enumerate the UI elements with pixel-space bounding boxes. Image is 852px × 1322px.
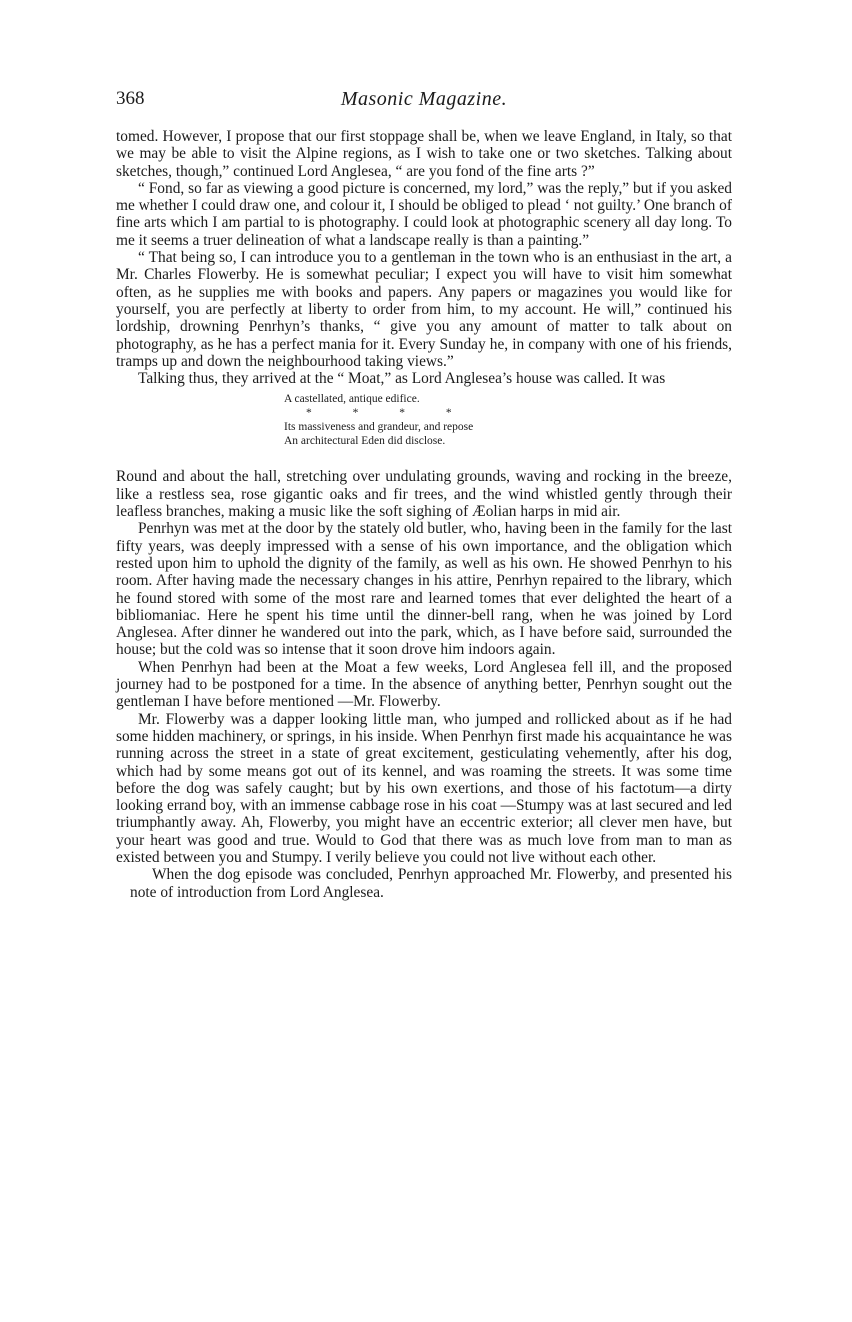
paragraph: Round and about the hall, stretching over undulating grounds, waving and rocking in the breeze, like a restless sea, rose gigantic oaks and fir trees, and the wind whistled gently through their leafless branches, making a music like the soft sighing of Æolian harps in mid air. (116, 468, 732, 521)
paragraph-continued: tomed. However, I propose that our first stoppage shall be, when we leave England, in Italy, so that we may be able to visit the Alpine regions, as I wish to take one or two sketches. Talking about sketches, though,” continued Lord Anglesea, “ are you fond of the fine arts ?” (116, 128, 732, 180)
verse-line: An architectural Eden did disclose. (284, 435, 446, 448)
paragraph: When the dog episode was concluded, Penrhyn approached Mr. Flowerby, and presented his note of introduction from Lord Anglesea. (130, 866, 732, 901)
verse-line: Its massiveness and grandeur, and repose (284, 421, 474, 434)
paragraph: “ Fond, so far as viewing a good picture is concerned, my lord,” was the reply,” but if you asked me whether I could draw one, and colour it, I should be obliged to plead ‘ not guilty.’ One branch of fine arts which I am partial to is photography. I could look at photographic scenery all day long. To me it seems a truer delineation of what a landscape really is than a painting.” (116, 179, 732, 249)
verse-line: A castellated, antique edifice. (284, 393, 420, 406)
running-title: Masonic Magazine. (340, 88, 508, 110)
magazine-page (116, 88, 732, 901)
paragraph: Penrhyn was met at the door by the stately old butler, who, having been in the family for the last fifty years, was deeply impressed with a sense of his own importance, and the obligation which rested upon him to uphold the dignity of the family, as well as his own. He showed Penrhyn to his room. After having made the necessary changes in his attire, Penrhyn repaired to the library, which he found stored with some of the most rare and learned tomes that ever delighted the heart of a bibliomaniac. Here he spent his time until the dinner-bell rang, when he was joined by Lord Anglesea. After dinner he wandered out into the park, which, as I have before said, surrounded the house; but the cold was so intense that it soon drove him indoors again. (116, 520, 732, 659)
paragraph: Talking thus, they arrived at the “ Moat,” as Lord Anglesea’s house was called. It was (138, 370, 666, 388)
verse-quotation (284, 392, 732, 448)
verse-ellipsis-stars: * * * * (306, 407, 453, 420)
paragraph: When Penrhyn had been at the Moat a few weeks, Lord Anglesea fell ill, and the proposed journey had to be postponed for a time. In the absence of anything better, Penrhyn sought out the gentleman I have before mentioned —Mr. Flowerby. (116, 658, 732, 711)
paragraph: Mr. Flowerby was a dapper looking little man, who jumped and rollicked about as if he had some hidden machinery, or springs, in his inside. When Penrhyn first made his acquaintance he was running across the street in a state of great excitement, gesticulating vehemently, after his dog, which had by some means got out of its kennel, and was roaming the streets. It was some time before the dog was safely caught; but by his own exertions, and those of his factotum—a dirty looking errand boy, with an immense cabbage rose in his coat —Stumpy was at last secured and led triumphantly away. Ah, Flowerby, you might have an eccentric exterior; all clever men have, but your heart was good and true. Would to God that there was as much love from man to man as existed between you and Stumpy. I verily believe you could not live without each other. (116, 710, 732, 866)
page-header (116, 88, 732, 122)
paragraph: “ That being so, I can introduce you to a gentleman in the town who is an enthusiast in the art, a Mr. Charles Flowerby. He is somewhat peculiar; I expect you will have to visit him somewhat often, as he supplies me with books and papers. Any papers or magazines you would like for yourself, you are perfectly at liberty to order from him, to my account. He will,” continued his lordship, drowning Penrhyn’s thanks, “ give you any amount of matter to talk about on photography, as he has a perfect mania for it. Every Sunday he, in company with one of his friends, tramps up and down the neighbourhood taking views.” (116, 249, 732, 370)
page-number: 368 (116, 88, 145, 109)
